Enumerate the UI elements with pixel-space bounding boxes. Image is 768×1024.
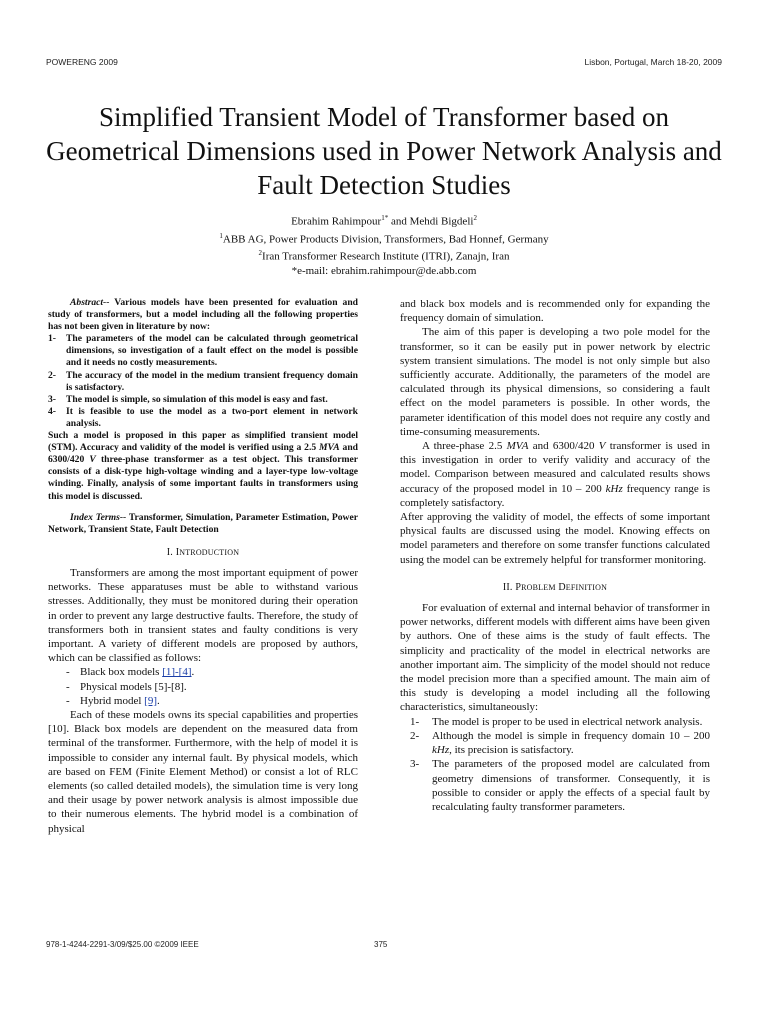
left-column: [48, 297, 358, 836]
intro-paragraph-2: Each of these models owns its special capabilities and properties [10]. Black box models are dependent on the measured data from terminal of the transformer. Furthermore, with the help of model it is impossible to consider any internal fault. By physical models, which are based on FEM (Finite Element Method) or consist a lot of RLC elements (so called detailed models), the simulation time is very long and their usage by power network analysis is almost impossible due to their numerous elements. The hybrid model is a combination of physical: [48, 709, 358, 835]
section-heading-problem-definition: II. PROBLEM DEFINITION: [502, 581, 608, 593]
list-item: 1- The parameters of the model can be calculated through geometrical dimensions, so investigation of a fault effect on the model is possible and it needs no costly measurements.: [48, 333, 358, 369]
author-email: *e-mail: ebrahim.rahimpour@de.abb.com: [291, 264, 477, 277]
abstract-intro: Abstract-- Various models have been presented for evaluation and study of transformers, but a model including all the following properties has not been given in literature by now:: [48, 297, 358, 333]
right-paragraph-2: A three-phase 2.5 MVA and 6300/420 V transformer is used in this investigation in order to verify validity and accuracy of the model. Comparison between measured and calculated results shows accuracy of the proposed model in 10 – 200 kHz frequency range is completely satisfactory.: [400, 440, 710, 509]
list-item: - Black box models [1]-[4].: [66, 666, 195, 679]
right-paragraph-3: After approving the validity of model, the effects of some important physical faults are discussed using the model. Knowing effects on model parameters and therefore on some transfer functions calculated using the model can be extremely helpful for transformer monitoring.: [400, 511, 710, 566]
section-heading-introduction: I. INTRODUCTION: [166, 546, 240, 558]
abstract-list: [48, 333, 358, 430]
running-header-right: Lisbon, Portugal, March 18-20, 2009: [584, 57, 722, 67]
citation-link[interactable]: [1]-[4]: [162, 666, 192, 679]
characteristics-list: [400, 715, 710, 814]
model-types-list: [48, 665, 358, 708]
list-item: - Hybrid model [9].: [66, 694, 160, 707]
right-column: [400, 297, 710, 814]
index-terms: Index Terms-- Transformer, Simulation, Parameter Estimation, Power Network, Transient State, Fault Detection: [48, 511, 358, 535]
problem-paragraph-1: For evaluation of external and internal behavior of transformer in power networks, different models with different aims have been given by authors. One of these aims is the study of fault effects. The simplicity and practicality of the model in electrical networks are another important aim. The simplicity of the model should not reduce the model precision more than a specified amount. The main aim of this study is developing a model including all the following characteristics, simultaneously:: [400, 602, 710, 714]
list-item: - Physical models [5]-[8].: [66, 680, 187, 693]
list-item: 1- The model is proper to be used in electrical network analysis.: [410, 715, 703, 728]
list-item: 3- The parameters of the proposed model are calculated from geometry dimensions of transformer. Consequently, it is possible to consider or apply the effects of a special fault by recalculating faulty transformer parameters.: [410, 758, 710, 813]
author-block: [80, 211, 688, 278]
paper-title: Simplified Transient Model of Transformer based on Geometrical Dimensions used in Power Network Analysis and Fault Detection Studies: [46, 102, 722, 200]
right-paragraph-0: and black box models and is recommended only for expanding the frequency domain of simulation.: [400, 298, 710, 325]
page-number: 375: [374, 940, 388, 949]
citation-link[interactable]: [9]: [144, 694, 157, 707]
list-item: 4- It is feasible to use the model as a two-port element in network analysis.: [48, 405, 358, 429]
affiliation-2: $^2$Iran Transformer Research Institute (ITRI), Zanajn, Iran: [258, 249, 510, 263]
abstract: [48, 297, 358, 503]
list-item: 2- Although the model is simple in frequency domain 10 – 200 kHz, its precision is satisfactory.: [410, 729, 710, 757]
intro-paragraph-1: Transformers are among the most important equipment of power networks. These apparatuses must be able to withstand various stresses. Additionally, they must be monitored during their operation in order to prevent any large destructive faults. Therefore, the study of transformers both in transient states and faulty conditions is very important. A variety of different models are proposed by authors, which can be classified as follows:: [48, 566, 358, 665]
abstract-conclusion: Such a model is proposed in this paper as simplified transient model (STM). Accuracy and validity of the model is verified using a 2.5 MVA and 6300/420 V three-phase transformer as a test object. This transformer consists of a disk-type high-voltage winding and a layer-type low-voltage winding. Finally, analysis of some important faults in transformers using this model is discussed.: [48, 430, 358, 502]
affiliation-1: $^1$ABB AG, Power Products Division, Transformers, Bad Honnef, Germany: [219, 231, 549, 246]
running-header-left: POWERENG 2009: [46, 57, 118, 67]
author-names: Ebrahim Rahimpour$^{1*}$ and Mehdi Bigdeli$^2$: [291, 214, 477, 228]
right-paragraph-1: The aim of this paper is developing a two pole model for the transformer, so it can be easily put in power network by electric system transient simulations. The model is not only simple but also sufficiently accurate. Additionally, the parameters of the model are calculated through its physical dimensions, so considering a fault effect on the model parameters is possible. In other words, the parameter identification of this model does not require any costly and time-consuming measurements.: [400, 326, 710, 438]
copyright-footer: 978-1-4244-2291-3/09/$25.00 ©2009 IEEE: [46, 940, 199, 949]
list-item: 3- The model is simple, so simulation of this model is easy and fast.: [48, 393, 328, 405]
list-item: 2- The accuracy of the model in the medium transient frequency domain is satisfactory.: [48, 369, 358, 393]
